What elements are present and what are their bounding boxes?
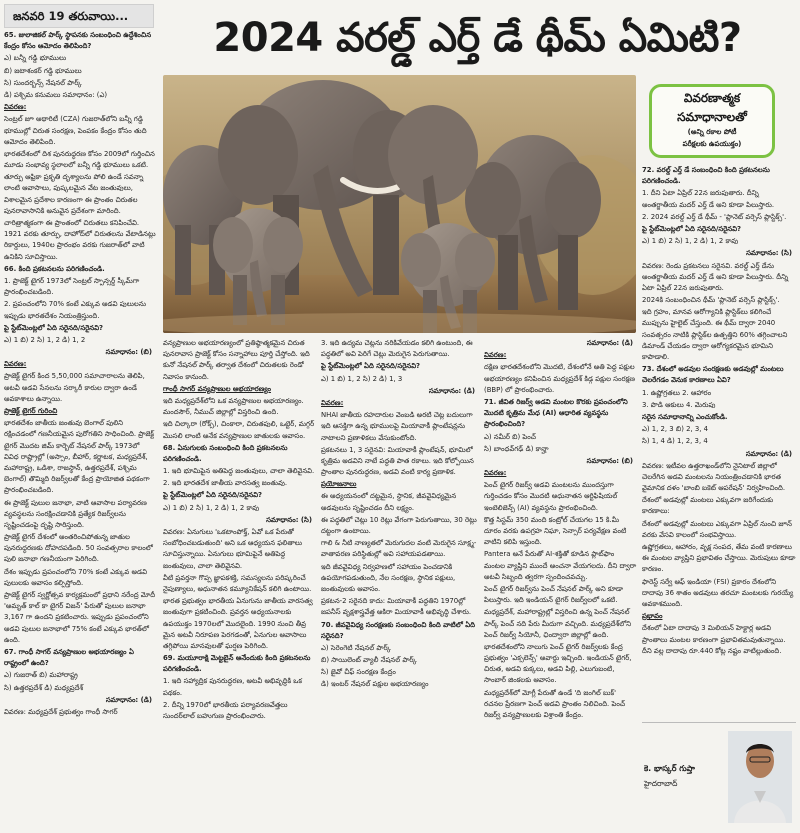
page-headline: 2024 వరల్డ్ ఎర్త్ డే థీమ్ ఏమిటి?	[213, 15, 742, 61]
col3-para-1: పై స్టేట్‌మెంట్లలో ఏది సరైనది/సరైనవి?	[321, 362, 421, 371]
col2-para-4: 68. ఏనుగులకు సంబంధించి కింది ప్రకటనలను పరిగణించండి.	[163, 443, 288, 463]
col3-para-4: వివరణ:	[321, 398, 344, 407]
col5-para-13: ఎ) 1, 2, 3 బి) 2, 3, 4	[642, 425, 708, 434]
column-1	[4, 30, 156, 830]
col2-para-14: 1. ఇది సహ్యాద్రిక పునరుద్ధరణ, అటవీ అభివృద్ధికి ఒక పథకం.	[163, 677, 302, 697]
col4-para-3: 71. జీవిత రిజర్వ్ అడవి మంటల కొరకు ప్రపంచంలోని మొదటి కృత్రిమ మేధ (AI) ఆధారిత వ్యవస్థను ప్రారంభించింది?	[484, 397, 628, 429]
col3-para-12: ప్రకటన-2 సరైనది కాదు: మియావాకీ పద్ధతిని 1970ల్లో జపనీస్ వృక్షశాస్త్రవేత్త అకిరా మియావాకీ అభివృద్ధి చేశారు.	[321, 597, 472, 617]
col1-para-6: సెంట్రల్ జూ అథారిటీ (CZA) గుజరాత్‌లోని బన్నీ గడ్డి భూముల్లో చిరుత సంరక్షణ, పెంపకం కేంద్రం కోసం తుది ఆమోదం తెలిపింది.	[4, 115, 147, 146]
col1-para-17: ప్రాజెక్ట్ టైగర్ కింద 5,50,000 సమాచారాలను తెలిపి, అటవీ అడవి సేనలను సర్కారీ కారుల ద్వారా ఉండే అవకాశాలు ఉన్నాయి.	[4, 372, 145, 403]
col5-para-4: ఎ) 1 బి) 2 సి) 1, 2 డి) 1, 2 కావు	[642, 237, 739, 246]
col2-para-11: వీటి ప్రవర్తనా గొప్ప జ్ఞాపకశక్తి, సమస్యలను పరిష్కరించే నైపుణ్యాలు, అధునాతన కమ్యూనికేషన్ కలిగి ఉంటాయి.	[163, 573, 312, 593]
col2-para-8: ఎ) 1 బి) 2 సి) 1, 2 డి) 1, 2 కావు	[163, 503, 260, 512]
col1-para-9: చారిత్రాత్మకంగా ఈ ప్రాంతంలో చిరుతలు కనిపించేవి. 1921 వరకు తూర్పు, దాహోద్‌లో చిరుతలను వేటాడినట్లు రికార్డులు, 1940ల ప్రారంభం వరకు గుజరాత్‌లో వాటి ఉనికిని సూచిస్తాయి.	[4, 219, 156, 261]
col4-para-12: మధ్యప్రదేశ్, మహారాష్ట్రల్లో విస్తరించి ఉన్న పెంచ్ నేషనల్ పార్క్ పెంచ్ నది పేరు మీదుగా వచ్చింది. మధ్యప్రదేశ్‌లోని పెంచ్ రిజర్వ్ సియోనీ, ఛింద్వారా జిల్లాల్లో ఉంది.	[484, 608, 632, 639]
col5-para-12: సరైన సమాధానాన్ని ఎంచుకోండి.	[642, 412, 728, 421]
col4-para-9: కొత్త సిస్టమ్ 350 మంది కంట్రోల్ చేయగల 15 కి.మీ దూరం వరకు ఉపగ్రహ నిఘా, సెన్సార్ పర్యవేక్షణ వంటి వాటిని కలిపి ఇస్తుంది.	[484, 515, 627, 547]
col5-para-3: పై స్టేట్‌మెంట్లలో ఏది సరైనది/సరైనవి?	[642, 224, 742, 233]
column-4	[484, 338, 637, 830]
column-3	[321, 338, 479, 830]
col1-para-14: ఎ) 1 బి) 2 సి) 1, 2 డి) 1, 2	[4, 335, 86, 344]
col3-para-17: డి) ఇంటర్ నేషనల్ పక్షుల అభయారణ్యం	[321, 680, 429, 689]
col4-para-11: పెంచ్ టైగర్ రిజర్వ్‌ను పెంచ్ నేషనల్ పార్క్ అని కూడా పిలుస్తారు. ఇది ఇండియన్ టైగర్ రిజర్వ్‌లలో ఒకటి.	[484, 584, 624, 605]
callout-subtitle-line1: (అన్ని రకాల పోటీ	[687, 128, 737, 136]
author-name: కె. భాస్కర్ గుప్తా	[644, 764, 695, 773]
author-byline	[642, 722, 796, 828]
col5-para-1: 1. దీని ఏటా ఏప్రిల్ 22న జరుపుతారు. దీన్ని అంతర్జాతీయ మదర్ ఎర్త్ డే అని కూడా పిలుస్తారు.	[642, 189, 775, 209]
col1-para-15: సమాధానం: (బి)	[105, 348, 152, 357]
col5-para-7: 2024కి సంబంధించిన థీమ్ 'ప్లానెట్ వర్సెస్ ప్లాస్టిక్స్'.	[642, 296, 780, 305]
col5-para-19: ఉష్ణోగ్రతలు, ఆహారం, వృక్ష సంపద, తేమ వంటి కారణాలు ఈ మంటల వ్యాప్తిని ప్రభావితం చేస్తాయి. మెరుపులు కూడా కారణం.	[642, 543, 796, 574]
col1-para-22: దేశం ఇప్పుడు ప్రపంచంలోని 70% కంటే ఎక్కువ అడవి పులులకు ఆవాసం కల్పిస్తోంది.	[4, 567, 147, 587]
column-5	[642, 165, 796, 720]
col1-para-25: ఎ) గుజరాత్ బి) మహారాష్ట్ర	[4, 671, 78, 680]
col5-para-16: వివరణ: ఇటీవల ఉత్తరాఖండ్‌లోని నైనిటాల్ జిల్లాలో చెలరేగిన అడవి మంటలను నియంత్రించడానికి భారత వైమానిక దళం 'బాంబి బకెట్ ఆపరేషన్' నిర్వహించింది.	[642, 461, 786, 493]
col1-para-24: 67. గాంధీ సాగర్ వన్యప్రాణుల అభయారణ్యం ఏ రాష్ట్రంలో ఉంది?	[4, 647, 134, 668]
col2-para-0: వన్యప్రాణుల అభయారణ్యంలో ప్రతిష్ఠాత్మకమైన చిరుత పునరావాస ప్రాజెక్ట్ కోసం సన్నాహాలు పూర్తి చేస్తోంది. ఇది కునో నేషనల్ పార్క్ తర్వాత దేశంలో చిరుతలకు రెండో నివాసం కానుంది.	[163, 339, 310, 381]
col5-para-18: దేశంలో అడవుల్లో మంటలు ఎక్కువగా ఏప్రిల్ నుంచి జూన్ వరకు వేసవి కాలంలో సంభవిస్తాయి.	[642, 519, 793, 539]
col4-para-10: Pantera అనే పేరుతో AI-శక్తితో కూడిన ప్లాట్‌ఫాం మంటల వ్యాప్తిని ముందే అంచనా వేయగలదు. దీని ద్వారా అటవీ సిబ్బంది త్వరగా స్పందించవచ్చు.	[484, 550, 637, 581]
col3-para-8: ఈ అధ్యయనంలో దట్టమైన, స్థానిక, జీవవైవిధ్యమైన అడవులను సృష్టించడం దీని లక్ష్యం.	[321, 492, 457, 512]
column-2	[163, 338, 316, 830]
col1-para-5: వివరణ:	[4, 103, 27, 112]
col3-para-16: సి) జైవో చీఫ్ సంరక్షణ కేంద్రం	[321, 668, 396, 677]
col5-para-0: 72. వరల్డ్ ఎర్త్ డే సంబంధించి కింది ప్రకటనలను పరిగణించండి.	[642, 166, 770, 186]
author-location: హైదరాబాద్	[644, 779, 678, 788]
col1-para-0: 65. జులాజికల్ పార్క్ స్థాపనకు సంబంధించి ఉద్దేశించిన కేంద్రం కోసం ఆమోదం తెలిపింది?	[4, 31, 152, 51]
col3-para-14: ఎ) సెరెంగెటి నేషనల్ పార్క్	[321, 643, 391, 652]
col3-para-15: బి) సాయిలెంట్ వ్యాలీ నేషనల్ పార్క్	[321, 656, 417, 665]
col1-para-10: 66. కింది ప్రకటనలను పరిగణించండి.	[4, 264, 105, 273]
elephant-illustration	[163, 75, 636, 333]
col2-para-9: సమాధానం: (సి)	[266, 515, 312, 524]
col3-para-11: ఇది జీవవైవిధ్య నిర్వహణలో సహాయం పెంచడానికి ఉపయోగపడుతుంది, నేల సంరక్షణ, స్థానిక పక్షులు, జంతువులకు ఆవాసం.	[321, 562, 456, 593]
callout-title-line2: సమాధానాలతో	[677, 110, 747, 124]
col5-para-21: ప్రభావం	[642, 612, 663, 621]
callout-title-line1: వివరణాత్మక	[683, 91, 741, 105]
col1-para-20: ఈ ప్రాజెక్ట్ పులుల జనాభా, వాటి ఆవాసాల పర్యావరణ వ్యవస్థలను సంరక్షించడానికి ప్రత్యేక రిజర్వ్‌లను సృష్టించడంపై దృష్టి సారిస్తుంది.	[4, 498, 147, 529]
col3-para-3: సమాధానం: (డి)	[428, 386, 475, 395]
col1-para-18: ప్రాజెక్ట్ టైగర్ గురించి	[4, 407, 58, 415]
col2-para-13: 69. మయూరాక్షి మెట్టబైన్‌ అనేందుకు కింది ప్రకటనలను పరిగణించండి.	[163, 654, 311, 674]
col1-para-2: బి) జటాశంకర్ గడ్డి భూములు	[4, 66, 82, 75]
col3-para-0: 3. ఇది ఉద్యమ చెట్లను నరికివేయడం కలిగి ఉంటుంది, ఈ పద్ధతిలో అవి పెరిగే చెట్లు మెరుగైన పెరుగుతాయి.	[321, 339, 473, 359]
col1-para-11: 1. ప్రాజెక్ట్ టైగర్ 1973లో సెంట్రల్ స్పాన్సర్డ్ స్కీమ్‌గా ప్రారంభించబడింది.	[4, 276, 140, 297]
col1-para-4: డి) పశ్చిమ కనుమలు సమాధానం: (ఎ)	[4, 90, 108, 99]
col2-para-3: ఇది చిల్కారా (రోక్స్), చింకారా, చిరుతపులి, ఒట్టెర్, మగ్గర్ మొసలి లాంటి అనేక వన్యప్రాణుల జాతులకు ఆవాసం.	[163, 420, 315, 440]
col4-para-5: సి) బాంధవ్‌గఢ్ డి) కాన్హా	[484, 444, 549, 453]
col2-para-10: వివరణ: ఏనుగులు 'ఒకటాంపోక్త్, ఏవో ఒక పేరుతో సంబోధించబడుతుంది' అని ఒక ఆధ్యయన ఫలితాలు సూచిస్తున్నాయి. ఏనుగులు భూమిపైనే అతిపెద్ద జంతువులు, చాలా తెలివైనవి.	[163, 528, 303, 570]
col4-para-14: మధ్యప్రదేశ్‌లో మోగ్లీ పేరుతో ఉండే 'ది జంగిల్ బుక్' రచనల ప్రేరణగా పెంచ్ అడవి ప్రాంతం నిలిచింది. పెంచ్ రిజర్వ్ వన్యప్రాణులకు విశ్రాంతి కేంద్రం.	[484, 688, 626, 719]
col4-para-7: వివరణ:	[484, 469, 507, 478]
col3-para-13: 70. జీవవైవిధ్య సంరక్షణకు సంబంధించి కింది వాటిలో ఏది సరైనది?	[321, 620, 475, 640]
col4-para-1: వివరణ:	[484, 351, 507, 360]
col2-para-1: గాంధీ సాగర్ వన్యప్రాణుల అభయారణ్యం	[163, 384, 271, 393]
col1-para-26: సి) ఉత్తరప్రదేశ్ డి) మధ్యప్రదేశ్	[4, 683, 84, 692]
col5-para-11: 3. పొడి ఆకులు 4. మెరుపు	[642, 400, 716, 409]
author-photo	[728, 731, 792, 823]
col1-para-23: ప్రాజెక్ట్ టైగర్ స్వర్ణోత్సవ కార్యక్రమంలో ప్రధాని నరేంద్ర మోదీ 'అమృత్ కాల్ కా టైగర్ విజన్' పేరుతో పులుల జనాభా 3,167 గా ఉందని ప్రకటించారు. ఇప్పుడు ప్రపంచంలోని అడవి పులుల జనాభాలో 75% కంటే ఎక్కువ భారత్‌లో ఉంది.	[4, 591, 156, 644]
col3-para-9: ఈ పద్ధతిలో చెట్లు 10 రెట్లు వేగంగా పెరుగుతాయి, 30 రెట్లు దట్టంగా ఉంటాయి.	[321, 515, 477, 535]
col1-para-19: భారతదేశం జాతీయ జంతువు బెంగాల్ పులిని రక్షించడంలో గణనీయమైన పురోగతిని సాధించింది. ప్రాజెక్ట్ టైగర్ మొదట జిమ్ కార్బెట్ నేషనల్ పార్క్ 1973లో వివిధ రాష్ట్రాల్లో (అస్సాం, బీహార్, కర్ణాటక, మధ్యప్రదేశ్, మహారాష్ట్ర, ఒడిశా, రాజస్థాన్, ఉత్తరప్రదేశ్, పశ్చిమ బెంగాల్) తొమ్మిది రిజర్వ్‌లతో కేంద్ర ప్రాయోజిత పథకంగా ప్రారంభించబడింది.	[4, 419, 154, 495]
col3-para-2: ఎ) 1 బి) 1, 2 సి) 2 డి) 1, 3	[321, 374, 403, 383]
col1-para-27: సమాధానం: (డి)	[105, 695, 152, 704]
col2-para-15: 2. దీన్ని 1970లో భారతీయ పర్యావరణవేత్తలు సుందర్‌లాల్ బహుగుణ ప్రారంభించారు.	[163, 700, 288, 720]
col3-para-7: ప్రయోజనాలు	[321, 480, 357, 489]
col1-para-1: ఎ) బన్నీ గడ్డి భూములు	[4, 54, 67, 63]
col2-para-12: భారత ప్రభుత్వం భారతీయ ఏనుగును జాతీయ వారసత్వ జంతువుగా ప్రకటించింది. ప్రవర్తన అధ్యయనాలకు ఉపయుక్తం 1970లలో మొదలైంది. 1990 నుంచి తీవ్ర మైన అటవీ నిరూపణ పెరగడంతో, ఏనుగుల ఆవాసాలు తగ్గిపోయి మానవులతో ఘర్షణ పెరిగింది.	[163, 597, 313, 650]
col5-para-20: ఫారెస్ట్ సర్వే ఆఫ్ ఇండియా (FSI) ప్రకారం దేశంలోని దాదాపు 36 శాతం అడవులు తరచూ మంటలకు గురయ్యే అవకాశముంది.	[642, 577, 794, 608]
col4-para-4: ఎ) నమీర్ బి) పెంచ్	[484, 432, 537, 441]
col1-para-21: ప్రాజెక్ట్ టైగర్ దేశంలో అంతరించిపోతున్న జాతుల పునరుద్ధరణకు దోహదపడింది. 50 సంవత్సరాల కాలంలో పులి జనాభా గణనీయంగా పెరిగింది.	[4, 533, 153, 564]
col1-para-8: తూర్పు ఆఫ్రికా ప్రకృతి దృశ్యాలను పోలి ఉండే సవన్నా లాంటి ఆవాసాలు, పుష్కలమైన వేట జంతువులు, విశాలమైన ప్రదేశాల కారణంగా ఈ ప్రాంతం చిరుతల పునరావాసానికి అనువైన ప్రదేశంగా మారింది.	[4, 173, 144, 215]
col1-para-7: భారతదేశంలో దిశ పునరుద్ధరణ కోసం 2009లో గుర్తించిన మూడు సంభావ్య స్థలాలలో బన్నీ గడ్డి భూములు ఒకటి.	[4, 149, 155, 170]
col4-para-0: సమాధానం: (డి)	[586, 339, 633, 347]
col2-para-5: 1. ఇది భూమిపైన అతిపెద్ద జంతువులు, చాలా తెలివైనవి.	[163, 467, 315, 476]
callout-subtitle-line2: పరీక్షలకు ఉపయుక్తం)	[682, 140, 742, 148]
col4-para-6: సమాధానం: (బి)	[586, 456, 633, 465]
col2-para-2: ఇది మధ్యప్రదేశ్‌లోని ఒక వన్యప్రాణుల అభయారణ్యం. మందసౌర్, నీముచ్ జిల్లాల్లో విస్తరించి ఉంది.	[163, 396, 304, 417]
elephant-herd-photo	[163, 75, 636, 333]
col5-para-17: దేశంలో అడవుల్లో మంటలు ఎక్కువగా జరిగేందుకు కారణాలు:	[642, 496, 774, 516]
col3-para-5: NHAI జాతీయ రహదారుల వెంబడి అరటి చెట్ల బదులుగా ఇది ఆసక్తిగా ఉన్న భూములపై మియావాకీ ప్లాంటేషన్లను నాటాలని ప్రణాళికలు వేసుకుంటోంది.	[321, 411, 473, 442]
col4-para-2: దక్షిణ భారతదేశంలోని మొదటి, దేశంలోనే అతి పెద్ద పక్షుల అభయారణ్యం కనిపించిన మధ్యప్రదేశ్ కిడ్గ పక్షుల సంరక్షణ (BBP) లో ప్రారంభించారు.	[484, 363, 635, 394]
col5-para-5: సమాధానం: (సి)	[746, 249, 792, 258]
col1-para-28: వివరణ: మధ్యప్రదేశ్ ప్రభుత్వం గాంధీ సాగర్	[4, 707, 118, 716]
col5-para-6: వివరణ: రెండు ప్రకటనలు సరైనవి. వరల్డ్ ఎర్త్ డేను అంతర్జాతీయ మదర్ ఎర్త్ డే అని కూడా పిలుస్తారు. దీన్ని ఏటా ఏప్రిల్ 22న జరుపుతారు.	[642, 261, 789, 292]
col5-para-22: దేశంలో ఏటా దాదాపు 3 మిలియన్ హెక్టార్ల అడవి ప్రాంతాలు మంటల కారణంగా ప్రభావితమవుతున్నాయి. దీని వల్ల దాదాపు రూ.440 కోట్ల నష్టం వాటిల్లుతుంది.	[642, 624, 786, 655]
col1-para-16: వివరణ:	[4, 360, 27, 369]
col5-para-10: 1. ఉష్ణోగ్రతలు 2. ఆహారం	[642, 388, 712, 397]
explanatory-answers-callout	[649, 84, 775, 158]
col5-para-8: ఇది గ్రహం, మానవ ఆరోగ్యానికి ప్లాస్టిక్‌లు కలిగించే ముప్పును హైలైట్ చేస్తుంది. ఈ థీమ్ ద్వారా 2040 సంవత్సరం నాటికి ప్లాస్టిక్‌ల ఉత్పత్తిని 60% తగ్గించాలని డిమాండ్ చేయడం ద్వారా ఆరోగ్యకరమైన భూమిని కాపాడాలి.	[642, 308, 788, 361]
col4-para-13: భారతదేశంలోని నాలుగు పెంచ్ టైగర్ రిజర్వ్‌లకు కేంద్ర ప్రభుత్వం 'ఎక్సలెన్స్' అవార్డు ఇచ్చింది. ఇండియన్ టైగర్, చిరుత, అడవి కుక్కలు, అడవి పిల్లి, ఎలుగుబంటి, సాంబార్ జింకలకు ఆవాసం.	[484, 642, 632, 685]
col3-para-6: ప్రకటనలు 1, 3 సరైనవి: మియావాకీ ప్లాంటేషన్, భూమిలో కృత్రిమ అడవిని నాటే పద్ధతి పాత రకాలు. ఇది కోల్పోయిన ప్రాంతాల పునరుద్ధరణ, అడవి వంటి కార్య ప్రణాళిక.	[321, 445, 474, 477]
col2-para-7: పై స్టేట్‌మెంట్లలో ఏది సరైనది/సరైనవి?	[163, 491, 263, 500]
col1-para-12: 2. ప్రపంచంలోని 70% కంటే ఎక్కువ అడవి పులులను ఇప్పుడు భారతదేశం నియంత్రిస్తుంది.	[4, 300, 146, 320]
col3-para-10: గాలి & నీటి నాణ్యతలో మెరుగుదల వంటి మెరుగైన సూక్ష్మ-వాతావరణ పరిస్థితుల్లో అవి సహాయపడతాయి.	[321, 539, 477, 559]
col5-para-2: 2. 2024 వరల్డ్ ఎర్త్ డే థీమ్ - 'ప్లానెట్ వర్సెస్ ప్లాస్టిక్స్'.	[642, 212, 787, 221]
col1-para-3: సి) సుందర్బన్స్ నేషనల్ పార్క్	[4, 78, 82, 87]
col5-para-9: 73. దేశంలో అడవుల సంరక్షణకు అడవుల్లో మంటలు చెలరేగడం వెనుక కారణాలు ఏవి?	[642, 365, 784, 385]
col1-para-13: పై స్టేట్‌మెంట్లలో ఏది సరైనది/సరైనవి?	[4, 323, 104, 332]
col4-para-8: పెంచ్ టైగర్ రిజర్వ్ అడవి మంటలను ముందస్తుగా గుర్తించడం కోసం మొదటి అధునాతన ఆర్టిఫిషియల్ ఇంటెలిజెన్స్ (AI) వ్యవస్థను ప్రారంభించింది.	[484, 481, 618, 512]
col2-para-6: 2. ఇది భారతదేశ జాతీయ వారసత్వ జంతువు.	[163, 479, 288, 488]
col5-para-15: సమాధానం: (డి)	[745, 449, 792, 458]
col5-para-14: సి) 1, 4 డి) 1, 2, 3, 4	[642, 437, 708, 446]
continuation-banner: జనవరి 19 తరువాయి...	[4, 4, 154, 28]
